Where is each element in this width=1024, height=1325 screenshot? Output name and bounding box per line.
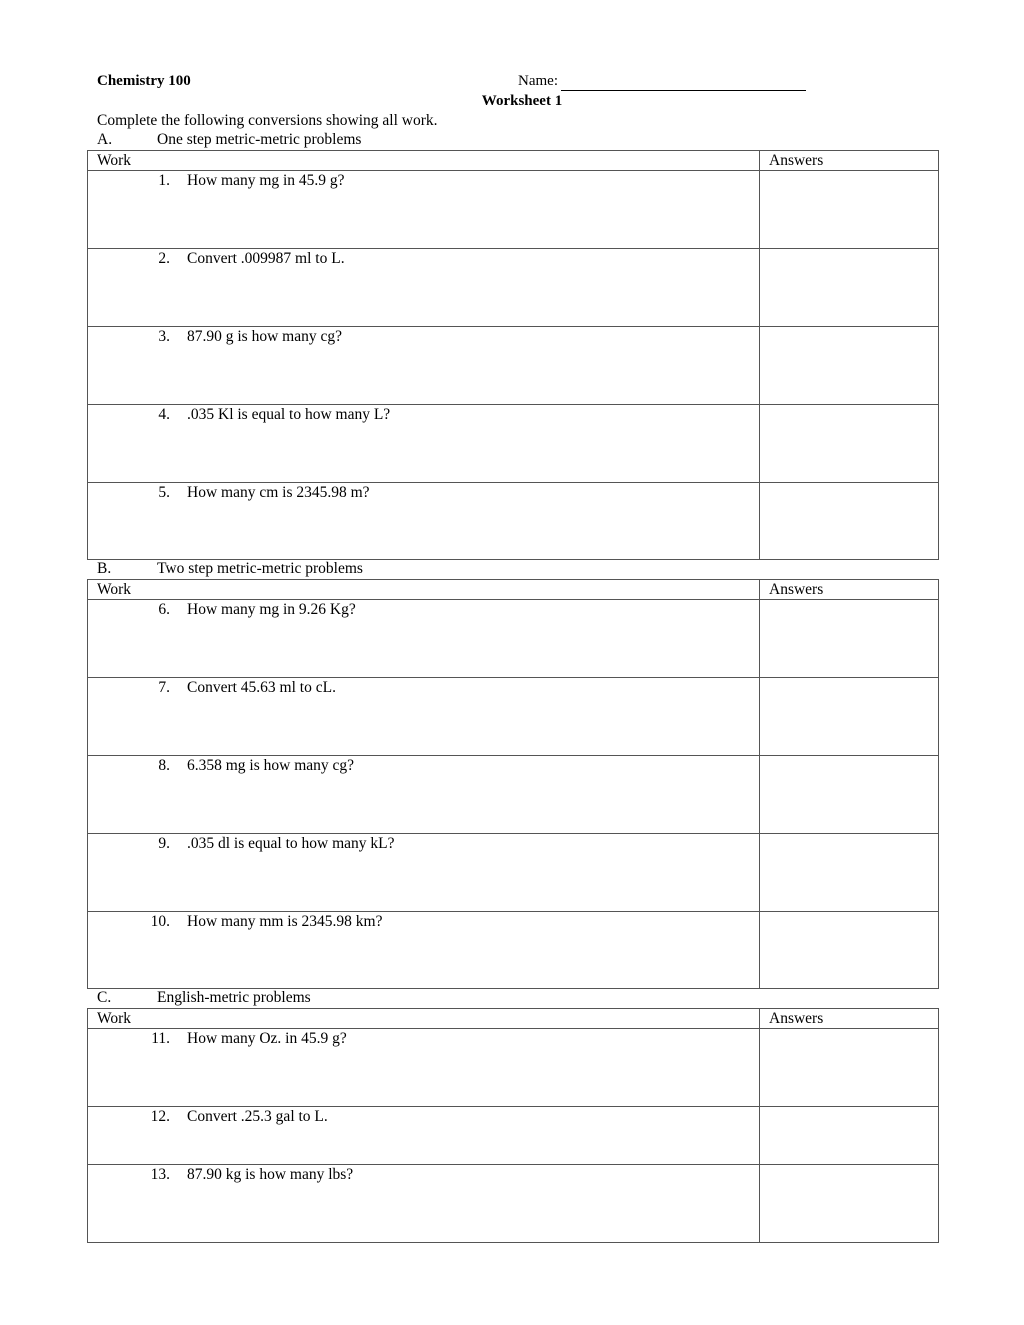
table-row <box>88 834 939 912</box>
table-header-row <box>88 151 939 171</box>
section-letter: B. <box>97 560 112 577</box>
question-text: 6.358 mg is how many cg? <box>187 757 355 774</box>
section-b-table <box>87 579 939 989</box>
table-row <box>88 171 939 249</box>
answers-header: Answers <box>760 580 939 600</box>
section-c-table <box>87 1008 939 1243</box>
answer-cell[interactable] <box>760 1107 939 1165</box>
name-label: Name: <box>518 73 558 89</box>
instructions: Complete the following conversions showing all work. <box>97 112 438 129</box>
answer-cell[interactable] <box>760 483 939 560</box>
work-cell[interactable]: 3. 87.90 g is how many cg? <box>88 327 760 405</box>
answer-cell[interactable] <box>760 912 939 989</box>
table-row <box>88 483 939 560</box>
work-cell[interactable]: 8. 6.358 mg is how many cg? <box>88 756 760 834</box>
question-text: 87.90 kg is how many lbs? <box>187 1166 354 1183</box>
work-cell[interactable]: 5. How many cm is 2345.98 m? <box>88 483 760 560</box>
answer-cell[interactable] <box>760 405 939 483</box>
table-header-row <box>88 1009 939 1029</box>
answer-cell[interactable] <box>760 1165 939 1243</box>
work-cell[interactable]: 6. How many mg in 9.26 Kg? <box>88 600 760 678</box>
table-row <box>88 678 939 756</box>
question-text: How many Oz. in 45.9 g? <box>187 1030 347 1047</box>
table-row <box>88 912 939 989</box>
question-text: .035 Kl is equal to how many L? <box>187 406 391 423</box>
name-blank-line[interactable] <box>561 90 806 91</box>
work-cell[interactable]: 4. .035 Kl is equal to how many L? <box>88 405 760 483</box>
work-cell[interactable]: 12. Convert .25.3 gal to L. <box>88 1107 760 1165</box>
table-row <box>88 405 939 483</box>
answer-cell[interactable] <box>760 756 939 834</box>
question-text: .035 dl is equal to how many kL? <box>187 835 395 852</box>
answer-cell[interactable] <box>760 600 939 678</box>
section-letter: A. <box>97 131 113 148</box>
work-cell[interactable]: 7. Convert 45.63 ml to cL. <box>88 678 760 756</box>
course-title: Chemistry 100 <box>97 73 191 89</box>
section-title: Two step metric-metric problems <box>157 560 363 577</box>
section-title: One step metric-metric problems <box>157 131 362 148</box>
answers-header: Answers <box>760 1009 939 1029</box>
question-text: Convert .009987 ml to L. <box>187 250 345 267</box>
table-header-row <box>88 580 939 600</box>
answer-cell[interactable] <box>760 1029 939 1107</box>
answer-cell[interactable] <box>760 678 939 756</box>
answer-cell[interactable] <box>760 834 939 912</box>
answer-cell[interactable] <box>760 171 939 249</box>
table-row <box>88 249 939 327</box>
section-letter: C. <box>97 989 112 1006</box>
question-text: How many mg in 45.9 g? <box>187 172 345 189</box>
table-row <box>88 1107 939 1165</box>
question-text: Convert 45.63 ml to cL. <box>187 679 336 696</box>
question-text: Convert .25.3 gal to L. <box>187 1108 328 1125</box>
work-cell[interactable]: 13. 87.90 kg is how many lbs? <box>88 1165 760 1243</box>
work-header: Work <box>88 580 760 600</box>
worksheet-title: Worksheet 1 <box>481 93 563 109</box>
table-row <box>88 600 939 678</box>
table-row <box>88 327 939 405</box>
table-row <box>88 1029 939 1107</box>
work-cell[interactable]: 1. How many mg in 45.9 g? <box>88 171 760 249</box>
answers-header: Answers <box>760 151 939 171</box>
section-title: English-metric problems <box>157 989 311 1006</box>
work-cell[interactable]: 11. How many Oz. in 45.9 g? <box>88 1029 760 1107</box>
question-text: How many mm is 2345.98 km? <box>187 913 383 930</box>
work-header: Work <box>88 1009 760 1029</box>
work-cell[interactable]: 10. How many mm is 2345.98 km? <box>88 912 760 989</box>
table-row <box>88 756 939 834</box>
answer-cell[interactable] <box>760 249 939 327</box>
work-header: Work <box>88 151 760 171</box>
work-cell[interactable]: 2. Convert .009987 ml to L. <box>88 249 760 327</box>
table-row <box>88 1165 939 1243</box>
answer-cell[interactable] <box>760 327 939 405</box>
question-text: How many cm is 2345.98 m? <box>187 484 370 501</box>
question-text: 87.90 g is how many cg? <box>187 328 342 345</box>
question-text: How many mg in 9.26 Kg? <box>187 601 356 618</box>
work-cell[interactable]: 9. .035 dl is equal to how many kL? <box>88 834 760 912</box>
section-a-table <box>87 150 939 560</box>
